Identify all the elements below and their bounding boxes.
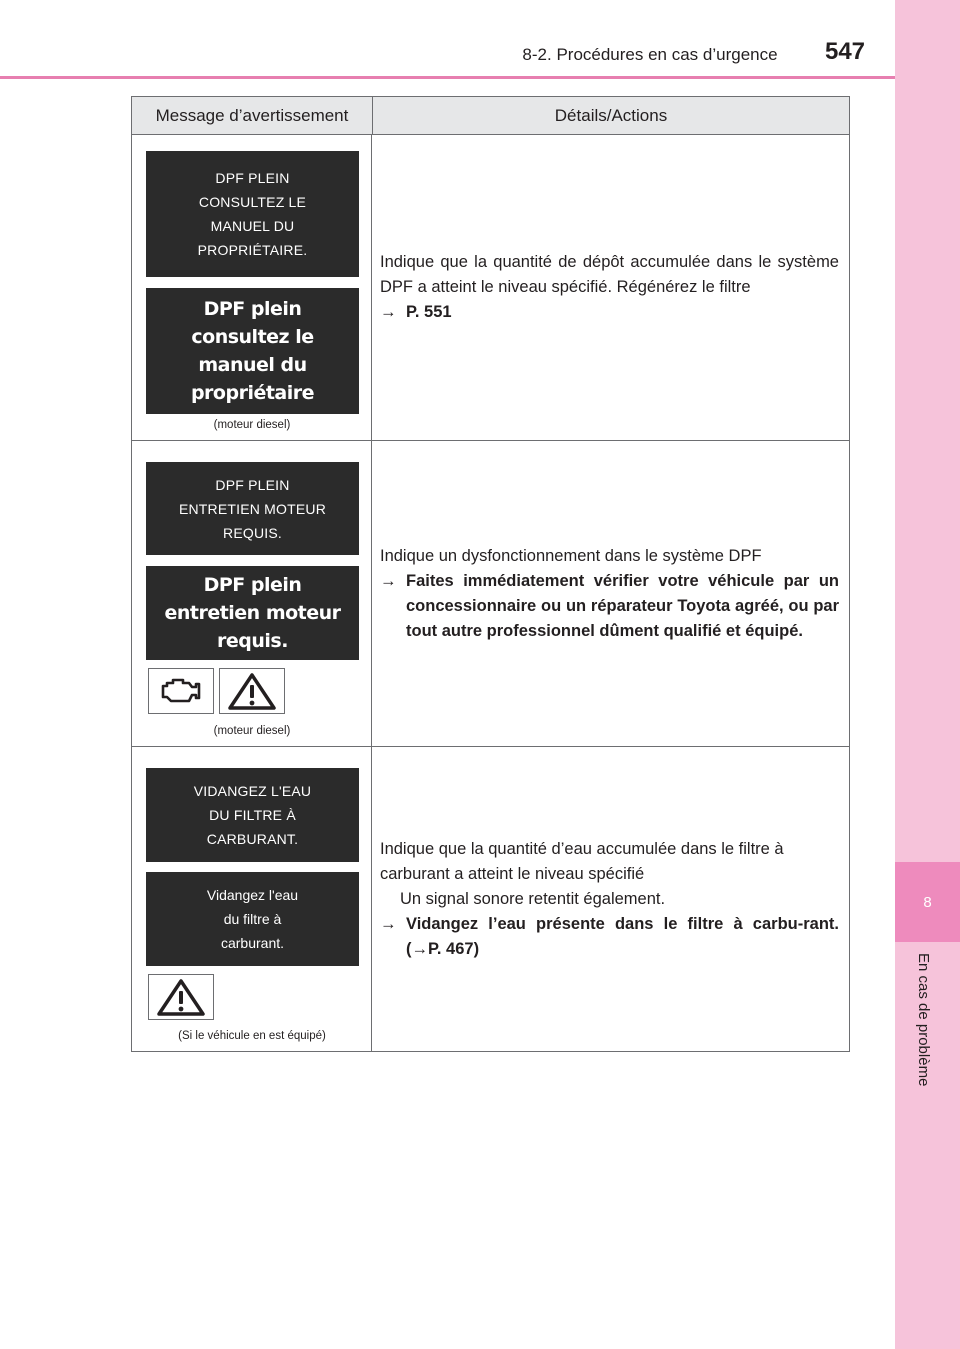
action-text: Vidangez l’eau présente dans le filtre à carbu-rant. ( [406,914,839,958]
page-reference-link[interactable]: P. 467) [428,939,480,958]
display-message-uppercase [146,462,359,555]
arrow-right-icon: → [411,939,428,958]
display-line: REQUIS. [223,524,282,541]
display-line: Vidangez l'eau [206,887,299,903]
action-line [380,300,839,325]
message-cell [132,441,372,746]
display-line: DPF plein [203,298,302,320]
action-line [380,912,839,962]
display-message-lowercase [146,872,359,966]
action-text: Faites immédiatement vérifier votre véhicule par un concessionnaire ou un réparateur Toyota agréé, ou par tout autre professionnel dûment qualifié et équipé. [406,571,839,640]
warning-message-table [131,96,850,1052]
page-reference-link[interactable]: P. 551 [406,303,452,321]
display-line: DPF plein [203,574,302,596]
description-text: Indique un dysfonctionnement dans le système DPF [380,546,762,565]
message-cell [132,747,372,1051]
display-line: consultez le [191,326,314,348]
display-line: propriétaire [190,382,315,404]
description-text-2: Un signal sonore retentit également. [400,889,666,908]
table-header [132,97,849,135]
description-text: Indique que la quantité de dépôt accumulée dans le système DPF a atteint le niveau spécifié. Régénérez le filtre [380,253,839,296]
page-number: 547 [824,38,866,65]
display-line: DU FILTRE À [209,807,296,823]
display-line: requis. [217,630,288,652]
display-message-lowercase [146,288,359,414]
chapter-side-strip [895,0,960,1349]
chapter-title: En cas de problème [915,953,932,1087]
display-line: DPF PLEIN [215,170,290,186]
table-row [132,441,849,747]
chapter-number-tab[interactable]: 8 [895,862,960,942]
display-line: CONSULTEZ LE [198,194,307,210]
column-header-message: Message d’avertissement [132,97,373,134]
message-cell [132,135,372,440]
display-line: DPF PLEIN [215,476,290,493]
arrow-right-icon: → [380,571,397,590]
action-text-wrapper [406,912,839,962]
engine-note: (moteur diesel) [213,419,291,431]
display-line: VIDANGEZ L'EAU [193,783,312,799]
details-cell [372,747,849,1051]
description-text: Indique que la quantité d’eau accumulée dans le filtre à carburant a atteint le niveau spécifié [380,839,784,883]
display-line: ENTRETIEN MOTEUR [178,500,327,517]
display-message-lowercase [146,566,359,660]
display-message-uppercase [146,151,359,277]
display-line: CARBURANT. [206,831,299,847]
column-header-details: Détails/Actions [554,105,668,125]
warning-triangle-icon [219,668,285,714]
action-line [380,569,839,644]
display-line: PROPRIÉTAIRE. [197,242,308,258]
details-cell [372,135,849,440]
display-message-uppercase [146,768,359,862]
display-line: manuel du [198,354,307,376]
display-line: MANUEL DU [210,218,295,234]
arrow-right-icon: → [380,914,397,933]
display-line: du filtre à [223,911,282,927]
details-cell [372,441,849,746]
table-row [132,747,849,1051]
engine-note: (moteur diesel) [213,725,291,737]
table-row [132,135,849,441]
engine-icon [148,668,214,714]
section-title: 8-2. Procédures en cas d’urgence [522,45,778,64]
header-divider [0,76,895,79]
arrow-right-icon: → [380,303,397,321]
display-line: entretien moteur [164,602,341,624]
equipment-note: (Si le véhicule en est équipé) [178,1030,326,1042]
warning-triangle-icon [148,974,214,1020]
display-line: carburant. [220,935,285,951]
